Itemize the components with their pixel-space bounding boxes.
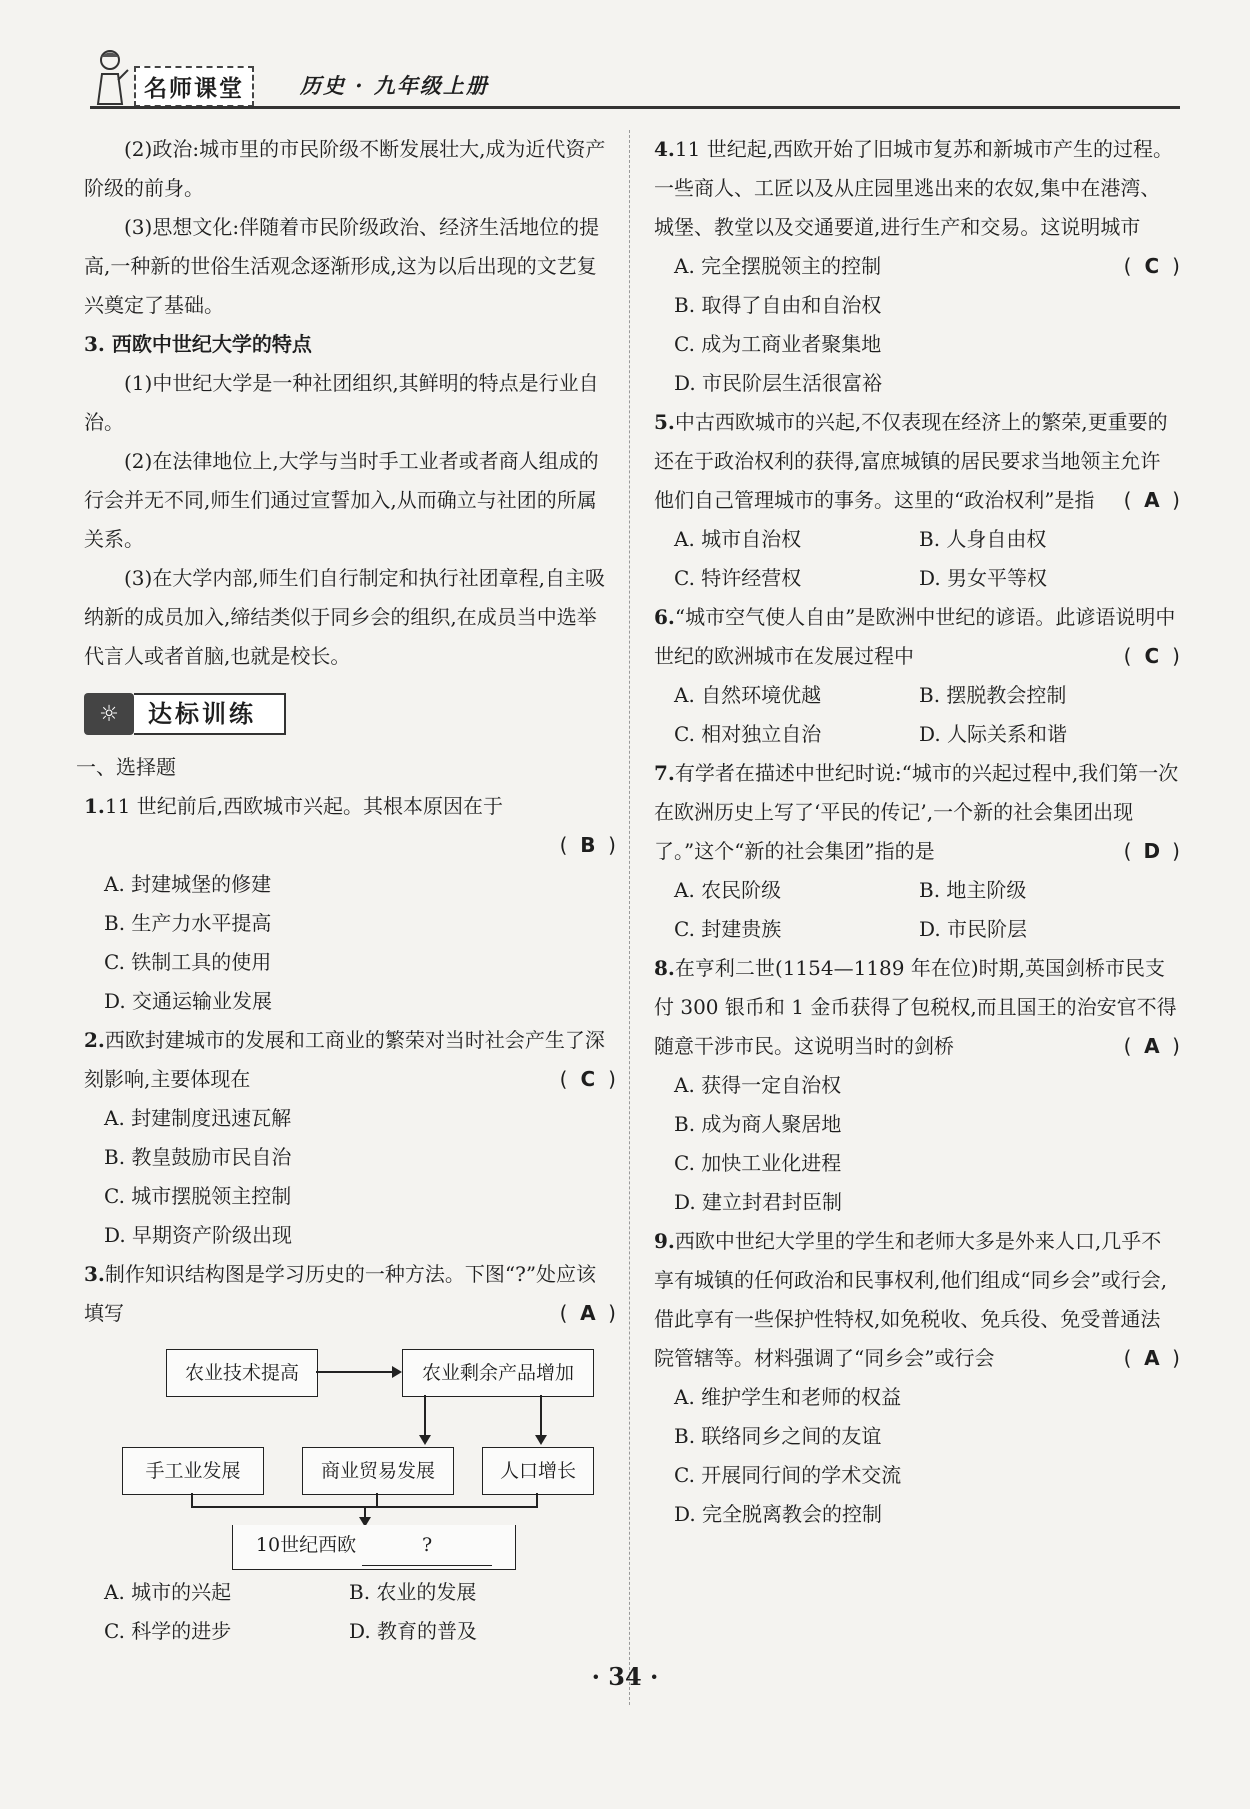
option: A. 维护学生和老师的权益 <box>674 1385 902 1409</box>
diagram-box: 人口增长 <box>482 1447 594 1495</box>
diagram-line <box>540 1395 542 1437</box>
option: A. 封建制度迅速瓦解 <box>104 1106 292 1130</box>
section-subtitle: 一、选择题 <box>76 755 176 779</box>
right-column <box>654 130 1180 1534</box>
question <box>654 130 1180 403</box>
option: A. 自然环境优越 <box>674 683 822 707</box>
column-divider <box>629 130 630 1705</box>
diagram-result <box>84 1527 616 1573</box>
answer-bracket: ( D ) <box>1124 832 1180 871</box>
section-title: 达标训练 <box>134 693 286 735</box>
question-number: 6. <box>654 605 675 629</box>
option-row <box>654 559 1180 598</box>
intro-paragraph: (2)在法律地位上,大学与当时手工业者或者商人组成的行会并无不同,师生们通过宣誓加入,从而确立与社团的所属关系。 <box>84 449 599 551</box>
diagram-line <box>191 1493 193 1507</box>
option: C. 特许经营权 <box>674 566 802 590</box>
section-banner <box>84 690 616 738</box>
question-number: 3. <box>84 1262 105 1286</box>
question <box>84 1255 616 1651</box>
question-number: 9. <box>654 1229 675 1253</box>
option-row <box>84 1612 616 1651</box>
question-text: 11 世纪起,西欧开始了旧城市复苏和新城市产生的过程。一些商人、工匠以及从庄园里逃出来的农奴,集中在港湾、城堡、教堂以及交通要道,进行生产和交易。这说明城市 <box>654 137 1174 239</box>
brand-title: 名师课堂 <box>134 66 254 107</box>
option-row <box>654 520 1180 559</box>
question <box>654 949 1180 1222</box>
option: B. 摆脱教会控制 <box>919 683 1067 707</box>
diagram-arrow <box>392 1366 402 1378</box>
option: D. 男女平等权 <box>919 566 1048 590</box>
diagram-line <box>316 1371 394 1373</box>
option: D. 交通运输业发展 <box>104 989 273 1013</box>
question-text: “城市空气使人自由”是欧洲中世纪的谚语。此谚语说明中世纪的欧洲城市在发展过程中 <box>654 605 1176 668</box>
diagram-line <box>424 1395 426 1437</box>
answer-letter: A <box>580 1301 596 1325</box>
option: D. 市民阶层 <box>919 917 1028 941</box>
option: B. 成为商人聚居地 <box>674 1112 842 1136</box>
intro-paragraph: (3)在大学内部,师生们自行制定和执行社团章程,自主吸纳新的成员加入,缔结类似于同乡会的组织,在成员当中选举代言人或者首脑,也就是校长。 <box>84 566 606 668</box>
intro-paragraph: (1)中世纪大学是一种社团组织,其鲜明的特点是行业自治。 <box>84 371 599 434</box>
lightbulb-icon: ☼ <box>84 693 134 735</box>
diagram-arrow <box>419 1435 431 1445</box>
option-row <box>654 676 1180 715</box>
option: C. 铁制工具的使用 <box>104 950 272 974</box>
question <box>84 1021 616 1255</box>
option: C. 加快工业化进程 <box>674 1151 842 1175</box>
answer-bracket: ( A ) <box>560 1294 616 1333</box>
answer-letter: C <box>580 1067 596 1091</box>
question <box>654 403 1180 598</box>
option: D. 人际关系和谐 <box>919 722 1068 746</box>
question-text: 西欧封建城市的发展和工商业的繁荣对当时社会产生了深刻影响,主要体现在 <box>84 1028 605 1091</box>
diagram-box: 农业剩余产品增加 <box>402 1349 594 1397</box>
teacher-mascot-icon <box>90 48 130 106</box>
answer-letter: A <box>1144 488 1160 512</box>
question-number: 5. <box>654 410 675 434</box>
answer-letter: B <box>580 833 596 857</box>
intro-paragraph: (2)政治:城市里的市民阶级不断发展壮大,成为近代资产阶级的前身。 <box>84 137 606 200</box>
option: D. 完全脱离教会的控制 <box>674 1502 883 1526</box>
answer-bracket: ( C ) <box>1124 637 1180 676</box>
answer-bracket: ( A ) <box>1124 1339 1180 1378</box>
question <box>654 1222 1180 1534</box>
option: B. 教皇鼓励市民自治 <box>104 1145 292 1169</box>
diagram-box: 手工业发展 <box>122 1447 264 1495</box>
option: C. 城市摆脱领主控制 <box>104 1184 292 1208</box>
question-number: 8. <box>654 956 675 980</box>
option: A. 城市的兴起 <box>104 1580 232 1604</box>
diagram-box: 商业贸易发展 <box>302 1447 454 1495</box>
answer-bracket: ( C ) <box>1124 247 1180 286</box>
diagram-box: 农业技术提高 <box>166 1349 318 1397</box>
question <box>654 754 1180 949</box>
diagram-arrow <box>535 1435 547 1445</box>
answer-letter: A <box>1144 1034 1160 1058</box>
option: B. 生产力水平提高 <box>104 911 272 935</box>
option: A. 封建城堡的修建 <box>104 872 272 896</box>
option: C. 相对独立自治 <box>674 722 822 746</box>
option-row <box>654 715 1180 754</box>
option-row <box>654 871 1180 910</box>
question-number: 1. <box>84 794 105 818</box>
option: B. 地主阶级 <box>919 878 1027 902</box>
question <box>84 787 616 1021</box>
option-row <box>654 910 1180 949</box>
option: A. 完全摆脱领主的控制 <box>674 254 882 278</box>
intro-paragraph: (3)思想文化:伴随着市民阶级政治、经济生活地位的提高,一种新的世俗生活观念逐渐形成,这为以后出现的文艺复兴奠定了基础。 <box>84 215 600 317</box>
subject-title: 历史 · 九年级上册 <box>300 73 489 98</box>
option: B. 农业的发展 <box>349 1580 477 1604</box>
page-header <box>90 58 1180 108</box>
question-text: 西欧中世纪大学里的学生和老师大多是外来人口,几乎不享有城镇的任何政治和民事权利,他们组成“同乡会”或行会,借此享有一些保护性特权,如免税收、免兵役、免受普通法院管辖等。材料强调了“同乡会”或行会 <box>654 1229 1168 1370</box>
option: A. 农民阶级 <box>674 878 782 902</box>
header-rule <box>90 106 1180 109</box>
option: B. 取得了自由和自治权 <box>674 293 882 317</box>
option: D. 教育的普及 <box>349 1619 478 1643</box>
option: C. 开展同行间的学术交流 <box>674 1463 902 1487</box>
diagram-result-label: 10世纪西欧 <box>255 1534 357 1556</box>
diagram-line <box>536 1493 538 1507</box>
option: D. 市民阶层生活很富裕 <box>674 371 883 395</box>
option: B. 人身自由权 <box>919 527 1047 551</box>
subheading: 3. 西欧中世纪大学的特点 <box>84 332 312 356</box>
option: D. 建立封君封臣制 <box>674 1190 843 1214</box>
answer-letter: C <box>1144 644 1160 668</box>
question-number: 2. <box>84 1028 105 1052</box>
answer-letter: D <box>1143 839 1161 863</box>
page-number: · 34 · <box>591 1662 659 1691</box>
answer-letter: A <box>1144 1346 1160 1370</box>
diagram-result-inner <box>232 1525 516 1570</box>
question-text: 在亨利二世(1154—1189 年在位)时期,英国剑桥市民支付 300 银币和 1 金币获得了包税权,而且国王的治安官不得随意干涉市民。这说明当时的剑桥 <box>654 956 1177 1058</box>
question <box>654 598 1180 754</box>
option-row <box>84 1573 616 1612</box>
diagram-line <box>376 1493 378 1507</box>
option: D. 早期资产阶级出现 <box>104 1223 293 1247</box>
answer-letter: C <box>1144 254 1160 278</box>
answer-bracket: ( C ) <box>560 1060 616 1099</box>
answer-bracket: ( A ) <box>1124 481 1180 520</box>
question-text: 有学者在描述中世纪时说:“城市的兴起过程中,我们第一次在欧洲历史上写了‘平民的传记’,一个新的社会集团出现了。”这个“新的社会集团”指的是 <box>654 761 1179 863</box>
option: A. 获得一定自治权 <box>674 1073 842 1097</box>
question-text: 11 世纪前后,西欧城市兴起。其根本原因在于 <box>104 794 504 818</box>
option: C. 成为工商业者聚集地 <box>674 332 882 356</box>
question-number: 7. <box>654 761 675 785</box>
left-column <box>76 130 616 1651</box>
option: C. 封建贵族 <box>674 917 782 941</box>
diagram-blank: ? <box>362 1525 492 1566</box>
option: C. 科学的进步 <box>104 1619 232 1643</box>
answer-bracket: ( A ) <box>1124 1027 1180 1066</box>
option: B. 联络同乡之间的友谊 <box>674 1424 882 1448</box>
question-number: 4. <box>654 137 675 161</box>
question-text: 中古西欧城市的兴起,不仅表现在经济上的繁荣,更重要的还在于政治权利的获得,富庶城镇的居民要求当地领主允许他们自己管理城市的事务。这里的“政治权利”是指 <box>654 410 1168 512</box>
option: A. 城市自治权 <box>674 527 802 551</box>
knowledge-diagram <box>84 1341 616 1551</box>
question-text: 制作知识结构图是学习历史的一种方法。下图“?”处应该填写 <box>84 1262 597 1325</box>
answer-bracket: ( B ) <box>84 826 616 865</box>
